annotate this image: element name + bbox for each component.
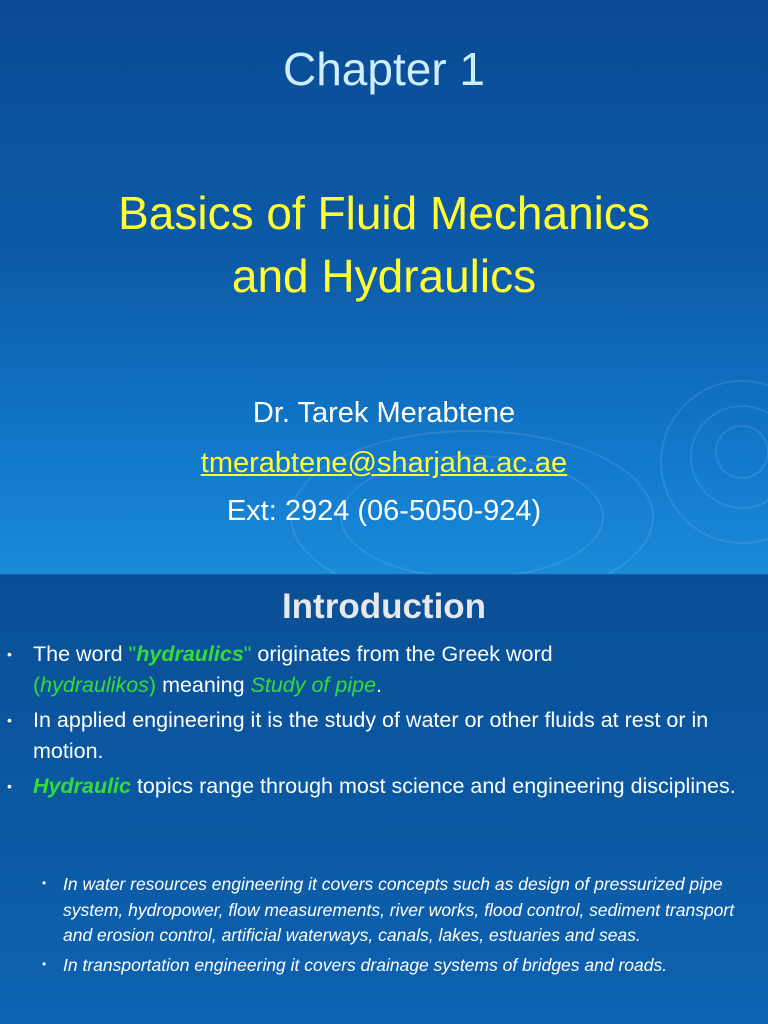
sub-bullet-item [0, 953, 768, 979]
text: meaning [156, 673, 251, 697]
text: topics range through most science and engineering disciplines. [130, 774, 736, 798]
text: In water resources engineering it covers concepts such as design of pressurized pipe system, hydropower, flow measurements, river works, flood control, sediment transport and erosion control, artificial waterways, canals, lakes, estuaries and seas. [63, 874, 735, 945]
bullet-item [0, 639, 768, 701]
text: . [376, 673, 383, 697]
text: originates from the Greek word [251, 642, 553, 666]
quote: " [128, 642, 137, 666]
phone-extension: Ext: 2924 (06-5050-924) [226, 495, 542, 527]
chapter-heading: Chapter 1 [282, 43, 485, 95]
bullet-dot-icon: • [7, 778, 12, 794]
paren: ) [148, 673, 157, 697]
quote: " [243, 642, 252, 666]
text: In applied engineering it is the study of water or other fluids at rest or in motion. [33, 708, 709, 763]
bullet-dot-icon: • [7, 646, 12, 662]
title-line-2: and Hydraulics [231, 250, 537, 302]
bullet-dot-icon: • [7, 712, 12, 728]
bullet-list [0, 639, 768, 806]
bullet-item [0, 705, 768, 767]
bullet-dot-icon: • [42, 876, 47, 890]
text: In transportation engineering it covers drainage systems of bridges and roads. [63, 954, 668, 975]
bullet-item [0, 771, 768, 802]
author-email [0, 447, 768, 480]
author-name: Dr. Tarek Merabtene [252, 397, 516, 429]
hydraulics-term: hydraulics [136, 642, 244, 666]
sub-bullet-item [0, 872, 768, 949]
introduction-heading: Introduction [281, 587, 487, 626]
greek-term: hydraulikos [40, 673, 149, 697]
meaning-term: Study of pipe [250, 673, 377, 697]
slide-title [0, 182, 768, 308]
bullet-dot-icon: • [42, 956, 47, 971]
text: The word [33, 642, 129, 666]
title-line-1: Basics of Fluid Mechanics [118, 187, 650, 239]
paren: ( [33, 673, 41, 697]
sub-bullet-list [0, 872, 768, 982]
email-link[interactable]: tmerabtene@sharjaha.ac.ae [200, 447, 568, 479]
hydraulic-term: Hydraulic [33, 774, 131, 798]
introduction-slide [0, 575, 768, 1024]
